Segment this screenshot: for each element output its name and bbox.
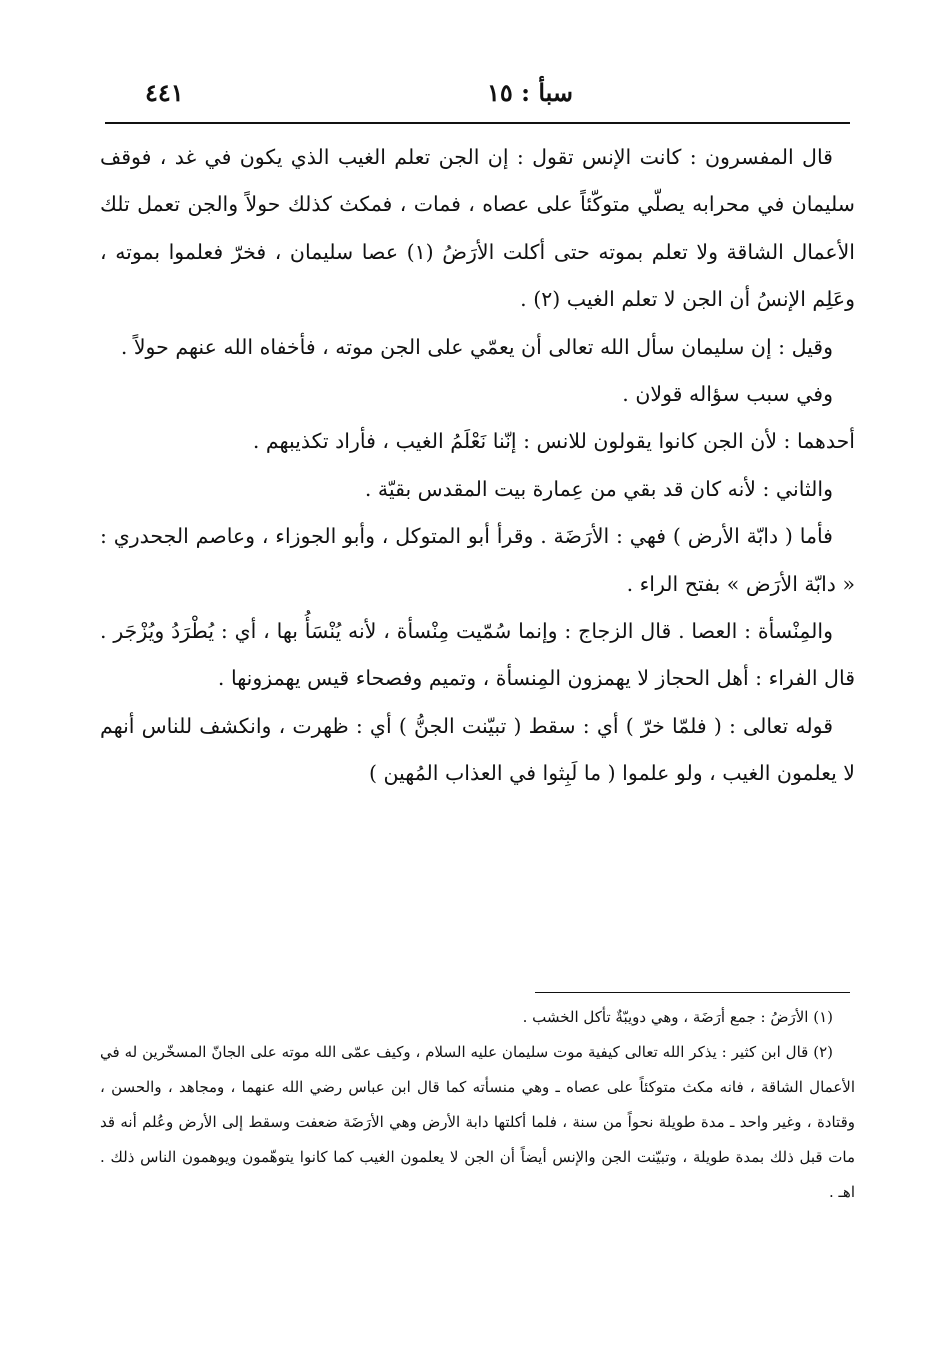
header-rule bbox=[105, 122, 850, 124]
paragraph: والمِنْسأة : العصا . قال الزجاج : وإنما سُمّيت مِنْسأة ، لأنه يُنْسَأُ بها ، أي : يُطْرَدُ ويُزْجَر . قال الفراء : أهل الحجاز لا يهمزون المِنسأة ، وتميم وفصحاء قيس يهمزونها . bbox=[100, 619, 855, 691]
paragraph: فأما ( دابّة الأرض ) فهي : الأرَضَة . وقرأ أبو المتوكل ، وأبو الجوزاء ، وعاصم الجحدري : « دابّة الأرَض » بفتح الراء . bbox=[100, 524, 855, 596]
paragraph: وقيل : إن سليمان سأل الله تعالى أن يعمّي على الجن موته ، فأخفاه الله عنهم حولاً . bbox=[120, 334, 833, 359]
paragraph: وفي سبب سؤاله قولان . bbox=[622, 382, 833, 407]
paragraph: أحدهما : لأن الجن كانوا يقولون للانس : إنّنا نَعْلَمُ الغيب ، فأراد تكذيبهم . bbox=[252, 429, 855, 454]
page-number: ٤٤١ bbox=[145, 78, 184, 107]
paragraph: والثاني : لأنه كان قد بقي من عِمارة بيت المقدس بقيّة . bbox=[364, 476, 833, 501]
footnote-1: (١) الأرَضُ : جمع أرَضَة ، وهي دويبّةٌ تأكل الخشب . bbox=[522, 1008, 833, 1026]
footnote-rule bbox=[535, 992, 850, 993]
paragraph: قال المفسرون : كانت الإنس تقول : إن الجن تعلم الغيب الذي يكون في غد ، فوقف سليمان في محرابه يصلّي متوكّئاً على عصاه ، فمات ، فمكث كذلك حولاً والجن تعمل تلك الأعمال الشاقة ولا تعلم بموته حتى أكلت الأرَضُ (١) عصا سليمان ، فخرّ فعلموا بموته ، وعَلِم الإنسُ أن الجن لا تعلم الغيب (٢) . bbox=[100, 145, 856, 312]
paragraph: قوله تعالى : ( فلمّا خرّ ) أي : سقط ( تبيّنت الجنُّ ) أي : ظهرت ، وانكشف للناس أنهم لا يعلمون الغيب ، ولو علموا ( ما لَبِثوا في العذاب المُهين ) bbox=[100, 713, 855, 786]
footnote-2: (٢) قال ابن كثير : يذكر الله تعالى كيفية موت سليمان عليه السلام ، وكيف عمّى الله موته على الجانّ المسخّرين له في الأعمال الشاقة ، فانه مكث متوكئاً على عصاه ـ وهي منسأته كما قال ابن عباس رضي الله عنهما ، ومجاهد ، والحسن ، وقتادة ، وغير واحد ـ مدة طويلة نحواً من سنة ، فلما أكلتها دابة الأرض وهي الأرَضَة ضعفت وسقط إلى الأرض وعُلم أنه قد مات قبل ذلك بمدة طويلة ، وتبيّنت الجن والإنس أيضاً أن الجن لا يعلمون الغيب كما كانوا يتوهّمون ويوهمون الناس ذلك . اهـ . bbox=[100, 1043, 855, 1201]
page-header bbox=[105, 70, 850, 120]
main-text bbox=[100, 134, 855, 798]
running-title: سبأ : ١٥ bbox=[486, 78, 573, 107]
footnotes bbox=[100, 1000, 855, 1210]
